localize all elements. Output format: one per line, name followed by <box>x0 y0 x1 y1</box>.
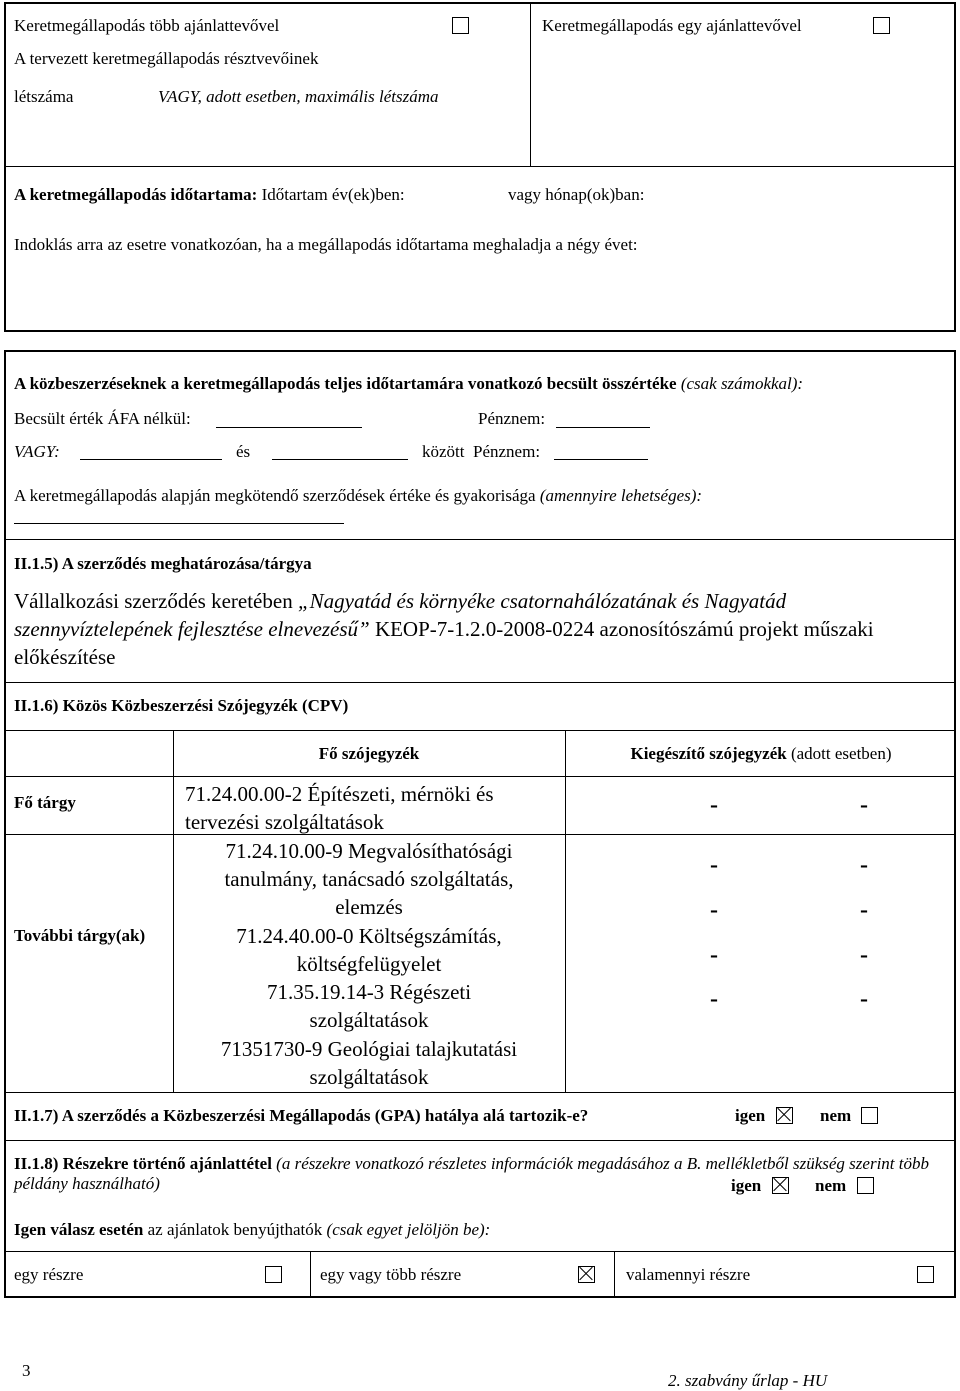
option-multiple-parts-checkbox[interactable] <box>578 1266 595 1283</box>
section-118-heading-italic: (a részekre vonatkozó részletes információk megadásához a B. mellékletből szükség szerint több példány használható) <box>14 1154 929 1193</box>
contracts-italic: (amennyire lehetséges): <box>539 486 703 505</box>
section-117-text: II.1.7) A szerződés a Közbeszerzési Megállapodás (GPA) hatálya alá tartozik-e? <box>14 1106 589 1125</box>
cpv-extra-dash-main-1: - <box>710 792 718 818</box>
contracts-value-text <box>14 486 702 506</box>
section-118-no-label: nem <box>815 1176 847 1195</box>
section-118-heading <box>14 1154 949 1194</box>
currency-field[interactable] <box>556 427 650 428</box>
section-115-text-1: Vállalkozási szerződés keretében <box>14 589 293 613</box>
cpv-other-code-1c: elemzés <box>335 895 403 919</box>
currency-label-2: Pénznem: <box>473 442 541 461</box>
section-118-no-checkbox[interactable] <box>857 1177 874 1194</box>
cpv-header-bottom <box>4 776 956 777</box>
parts-table-top <box>4 1251 956 1252</box>
range-to-field[interactable] <box>272 459 408 460</box>
duration-label: A keretmegállapodás időtartama: <box>14 185 258 204</box>
cpv-main-code-1b: tervezési szolgáltatások <box>185 810 384 834</box>
parts-divider-1 <box>310 1251 311 1297</box>
participants-label: A tervezett keretmegállapodás résztvevőinek <box>14 49 319 68</box>
cpv-col-main: Fő szójegyzék <box>318 744 420 763</box>
section-118-yes-label: igen <box>731 1176 762 1195</box>
duration-justification: Indoklás arra az esetre vonatkozóan, ha a megállapodás időtartama meghaladja a négy évet: <box>14 235 638 254</box>
if-yes-text <box>14 1220 490 1240</box>
estimated-value-field[interactable] <box>216 427 362 428</box>
between-label <box>422 442 540 462</box>
value-heading-italic: (csak számokkal): <box>680 374 804 393</box>
cpv-other-code-2b: költségfelügyelet <box>296 952 442 976</box>
option-one-part-checkbox[interactable] <box>265 1266 282 1283</box>
section-115-text <box>14 587 944 671</box>
cpv-other-code-1: 71.24.10.00-9 Megvalósíthatósági <box>225 839 513 863</box>
cpv-extra-dash-3a: - <box>710 942 718 968</box>
contracts-value-field[interactable] <box>14 523 344 524</box>
cpv-extra-dash-2b: - <box>860 897 868 923</box>
duration-months-label: vagy hónap(ok)ban: <box>508 185 645 204</box>
value-heading <box>14 374 944 394</box>
range-from-field[interactable] <box>80 459 222 460</box>
section-118-yes-checkbox[interactable] <box>772 1177 789 1194</box>
option-one-part-label: egy részre <box>14 1265 84 1284</box>
cpv-col-divider-2 <box>565 730 566 1092</box>
cpv-table-bottom <box>4 1092 956 1093</box>
multi-tenderer-checkbox[interactable] <box>452 17 469 34</box>
cpv-col-extra-normal: (adott esetben) <box>790 744 892 763</box>
cpv-main-code-1: 71.24.00.00-2 Építészeti, mérnöki és <box>185 782 494 806</box>
parts-divider-2 <box>614 1251 615 1297</box>
top-separator <box>4 166 956 167</box>
value-heading-bold: A közbeszerzéseknek a keretmegállapodás teljes időtartamára vonatkozó becsült összértéke <box>14 374 677 393</box>
section-117-no-label: nem <box>820 1106 852 1125</box>
page-number: 3 <box>22 1361 31 1380</box>
and-label: és <box>236 442 251 461</box>
section-115-heading: II.1.5) A szerződés meghatározása/tárgya <box>14 554 312 573</box>
between-text: között <box>422 442 465 461</box>
section-116-heading: II.1.6) Közös Közbeszerzési Szójegyzék (CPV) <box>14 696 349 715</box>
cpv-row-other: További tárgy(ak) <box>14 926 146 945</box>
separator-118 <box>4 1140 956 1141</box>
or-label: VAGY: <box>14 442 60 461</box>
section-118-heading-bold: II.1.8) Részekre történő ajánlattétel <box>14 1154 272 1173</box>
duration-row <box>14 185 405 205</box>
if-yes-italic: (csak egyet jelöljön be): <box>326 1220 491 1239</box>
cpv-other-code-2: 71.24.40.00-0 Költségszámítás, <box>236 924 502 948</box>
multi-tenderer-label: Keretmegállapodás több ajánlattevővel <box>14 16 280 35</box>
cpv-row-divider <box>4 834 956 835</box>
currency-field-2[interactable] <box>554 459 648 460</box>
participants-count-label: létszáma <box>14 87 74 106</box>
if-yes-bold: Igen válasz esetén <box>14 1220 144 1239</box>
cpv-extra-dash-4a: - <box>710 986 718 1012</box>
contracts-text: A keretmegállapodás alapján megkötendő szerződések értéke és gyakorisága <box>14 486 536 505</box>
single-tenderer-label: Keretmegállapodás egy ajánlattevővel <box>542 16 802 35</box>
participants-max-text: VAGY, adott esetben, maximális létszáma <box>158 87 439 106</box>
option-all-parts-checkbox[interactable] <box>917 1266 934 1283</box>
section-117-yes-checkbox[interactable] <box>776 1107 793 1124</box>
cpv-other-code-1b: tanulmány, tanácsadó szolgáltatás, <box>224 867 514 891</box>
cpv-col-extra <box>566 744 956 764</box>
cpv-extra-dash-main-2: - <box>860 792 868 818</box>
cpv-row-main: Fő tárgy <box>14 793 76 812</box>
cpv-extra-dash-1a: - <box>710 852 718 878</box>
cpv-extra-dash-3b: - <box>860 942 868 968</box>
cpv-other-code-4: 71351730-9 Geológiai talajkutatási <box>220 1037 518 1061</box>
if-yes-normal: az ajánlatok benyújthatók <box>147 1220 323 1239</box>
separator-115 <box>4 539 956 540</box>
section-115-text-2: KEOP-7-1.2.0-2008-0224 azonosítószámú projekt műszaki előkészítése <box>14 617 874 669</box>
currency-label: Pénznem: <box>478 409 546 428</box>
option-all-parts-label: valamennyi részre <box>626 1265 751 1284</box>
separator-116 <box>4 682 956 683</box>
form-name: 2. szabvány űrlap - HU <box>668 1371 828 1390</box>
cpv-extra-dash-1b: - <box>860 852 868 878</box>
section-115-text-italic: „Nagyatád és környéke csatornahálózatának és Nagyatád szennyvíztelepének fejlesztése elnevezésű” <box>14 589 787 641</box>
cpv-table-top <box>4 730 956 731</box>
section-117-no-checkbox[interactable] <box>861 1107 878 1124</box>
cpv-other-code-3: 71.35.19.14-3 Régészeti <box>266 980 472 1004</box>
cpv-other-code-4b: szolgáltatások <box>309 1065 429 1089</box>
cpv-other-code-3b: szolgáltatások <box>309 1008 429 1032</box>
section-117-yes-label: igen <box>735 1106 766 1125</box>
top-divider <box>530 2 531 166</box>
cpv-extra-dash-4b: - <box>860 986 868 1012</box>
participants-max-label <box>158 87 438 107</box>
cpv-col-extra-bold: Kiegészítő szójegyzék <box>630 744 787 763</box>
cpv-extra-dash-2a: - <box>710 897 718 923</box>
duration-years-label: Időtartam év(ek)ben: <box>261 185 405 204</box>
option-multiple-parts-label: egy vagy több részre <box>320 1265 462 1284</box>
single-tenderer-checkbox[interactable] <box>873 17 890 34</box>
estimated-value-label: Becsült érték ÁFA nélkül: <box>14 409 191 428</box>
